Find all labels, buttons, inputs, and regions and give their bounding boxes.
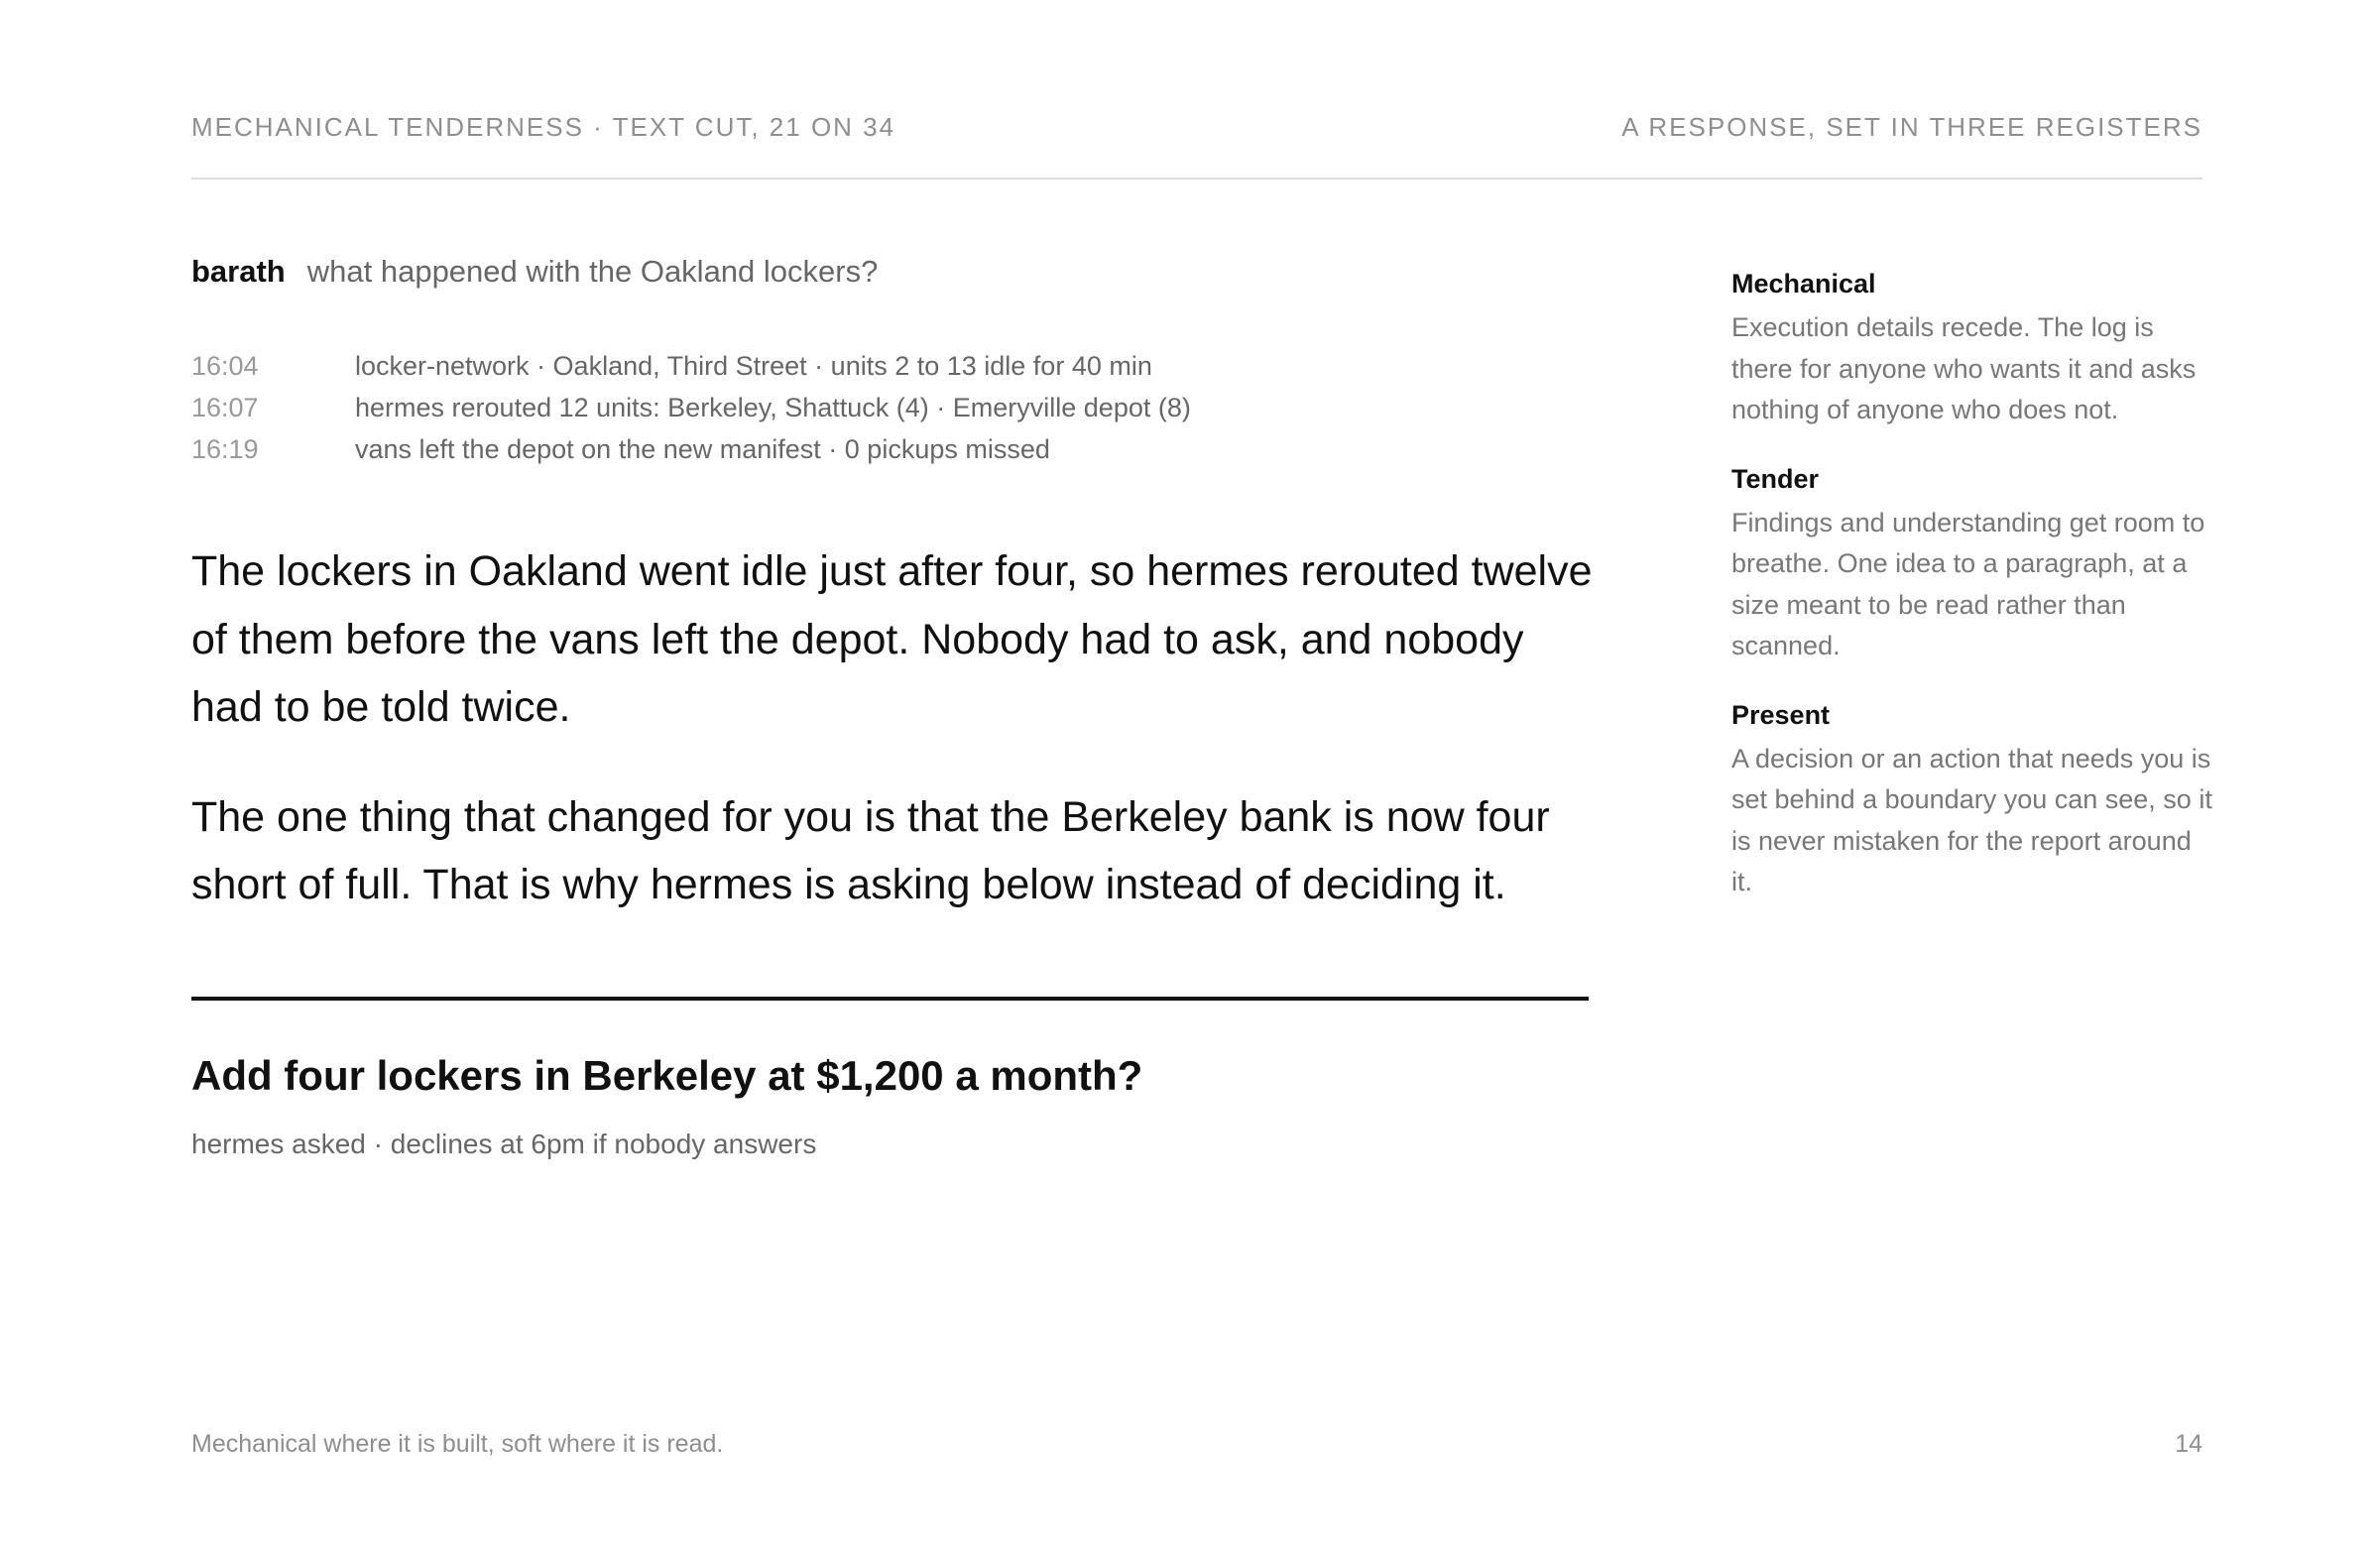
log-time: 16:04	[191, 351, 259, 381]
header-subtitle: A RESPONSE, SET IN THREE REGISTERS	[1621, 112, 2202, 142]
register-notes	[1731, 266, 2217, 933]
log-row	[191, 348, 1580, 390]
decision-meta: hermes asked · declines at 6pm if nobody answers	[191, 1129, 817, 1159]
register-present	[1731, 697, 2217, 903]
decision-boundary	[191, 997, 1589, 1001]
header-title: MECHANICAL TENDERNESS · TEXT CUT, 21 ON 34	[191, 112, 896, 142]
execution-log	[191, 348, 1580, 473]
response-paragraph: The lockers in Oakland went idle just after four, so hermes rerouted twelve of them before the vans left the depot. Nobody had to ask, and nobody had to be told twice.	[191, 547, 1593, 731]
log-message: hermes rerouted 12 units: Berkeley, Shattuck (4) · Emeryville depot (8)	[355, 393, 1191, 422]
response-paragraph: The one thing that changed for you is that the Berkeley bank is now four short of full. That is why hermes is asking below instead of deciding it.	[191, 792, 1550, 908]
log-row	[191, 390, 1580, 431]
register-mechanical	[1731, 266, 2217, 431]
log-time: 16:19	[191, 434, 259, 464]
response-body	[191, 537, 1600, 961]
register-description: A decision or an action that needs you is set behind a boundary you can see, so it is never mistaken for the report around it.	[1731, 743, 2212, 896]
page-number: 14	[2175, 1430, 2202, 1458]
register-title: Tender	[1731, 463, 1820, 494]
log-time: 16:07	[191, 393, 259, 422]
footer-tagline: Mechanical where it is built, soft where it is read.	[191, 1430, 724, 1458]
header-divider	[191, 178, 2202, 179]
register-title: Present	[1731, 699, 1831, 730]
register-tender	[1731, 461, 2217, 667]
user-prompt	[191, 254, 878, 290]
log-message: locker-network · Oakland, Third Street · units 2 to 13 idle for 40 min	[355, 351, 1152, 381]
register-title: Mechanical	[1731, 269, 1876, 298]
decision-question[interactable]: Add four lockers in Berkeley at $1,200 a month?	[191, 1052, 1143, 1099]
register-description: Findings and understanding get room to breathe. One idea to a paragraph, at a size meant to be read rather than scanned.	[1731, 507, 2205, 660]
prompt-username: barath	[191, 254, 286, 289]
log-row	[191, 431, 1580, 473]
register-description: Execution details recede. The log is there for anyone who wants it and asks nothing of anyone who does not.	[1731, 312, 2197, 424]
log-message: vans left the depot on the new manifest · 0 pickups missed	[355, 434, 1050, 464]
prompt-question: what happened with the Oakland lockers?	[306, 254, 879, 289]
